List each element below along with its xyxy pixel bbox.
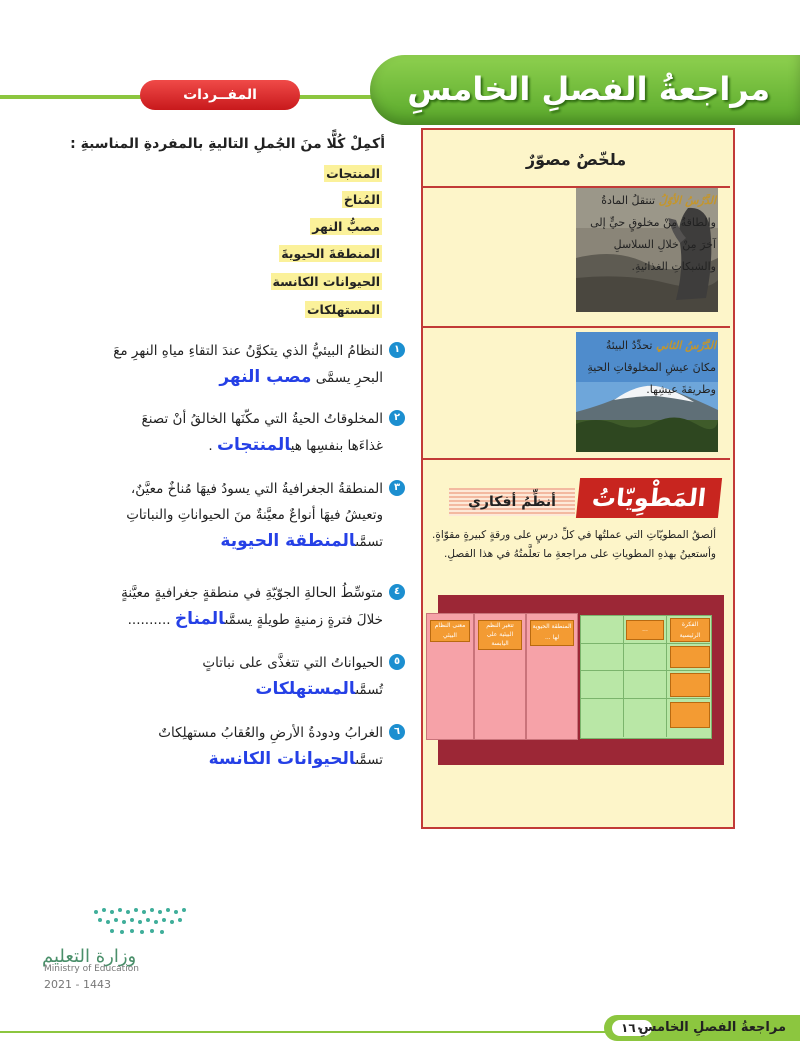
question-text: غذاءَها بنفسِها هي <box>290 438 383 454</box>
foldable-card: الفكرة الرئيسية <box>670 618 710 642</box>
question-3 <box>28 476 401 555</box>
answer-text: المناخ <box>174 609 225 629</box>
question-text: تسمَّى <box>355 752 383 768</box>
foldable-card: ... <box>626 620 664 640</box>
ministry-name-en: Ministry of Education <box>44 964 139 974</box>
foldable-card: تتغير النظم البيئية على اليابسة <box>478 620 522 650</box>
question-number: ١ <box>389 342 405 358</box>
summary-title: ملخّصٌ مصوّرٌ <box>525 150 627 169</box>
foldable-card <box>670 646 710 668</box>
question-number: ٣ <box>389 480 405 496</box>
question-suffix: . <box>208 438 217 454</box>
answer-text: مصب النهر <box>219 367 312 387</box>
lesson-text: تحدِّدُ البيئةُ <box>605 339 653 352</box>
question-text: الحيواناتُ التي تتغذَّى على نباتاتٍ <box>202 655 383 671</box>
foldables-subtitle: أنظِّمُ أفكاري <box>449 488 575 516</box>
edition-year: 2021 - 1443 <box>44 978 111 991</box>
foldable-fold-line <box>666 615 667 737</box>
vocab-instruction: أكمِلْ كُلًّا منَ الجُملِ التاليةِ بالمفردةِ المناسبةِ : <box>70 136 385 152</box>
vocab-label: المفــردات <box>140 80 300 110</box>
question-6 <box>28 720 401 773</box>
foldable-fold-line <box>580 698 710 699</box>
vocab-word: مصبُّ النهر <box>312 219 380 234</box>
lesson-text: تنتقلُ المادةُ <box>601 194 656 207</box>
vocab-word: المنطقةَ الحيويةَ <box>281 246 380 261</box>
footer-chapter: مراجعةُ الفصلِ الخامسِ <box>638 1020 786 1035</box>
ministry-name-ar: وزارة التعليم <box>42 946 137 967</box>
question-number: ٤ <box>389 584 405 600</box>
answer-text: المنتجات <box>216 435 291 455</box>
answer-text: المنطقة الحيوية <box>220 531 356 551</box>
foldable-fold-line <box>580 670 710 671</box>
question-text: المخلوقاتُ الحيةُ التي مكّنَها الخالقُ أنْ تصنعَ <box>141 411 383 427</box>
foldables-line: وأستعينُ بهذهِ المطوياتِ على مراجعةِ ما تعلَّمتُهُ في هذا الفصلِ. <box>444 548 716 560</box>
lesson-text: آخرَ مِنْ خلالِ السلاسلِ <box>613 238 716 251</box>
question-text: تسمَّى <box>355 534 383 550</box>
question-number: ٦ <box>389 724 405 740</box>
question-text: المنطقةُ الجغرافيةُ التي يسودُ فيهَا مُناخٌ معيَّنٌ، <box>130 481 383 497</box>
foldable-fold-line <box>623 615 624 737</box>
question-text: النظامُ البيئيُّ الذي يتكوَّنُ عندَ التقاءِ مياهِ النهرِ معَ <box>113 343 383 359</box>
lesson-text: مكانَ عيشِ المخلوقاتِ الحيةِ <box>587 361 716 374</box>
moe-logo-icon <box>92 906 188 940</box>
question-number: ٥ <box>389 654 405 670</box>
lesson1-summary <box>590 190 716 278</box>
lesson-text: وطريقةَ عيشِها. <box>646 383 716 396</box>
lesson2-summary <box>587 335 716 401</box>
foldable-fold-line <box>580 643 710 644</box>
foldables-title: المَطْوِيّاتُ <box>576 478 722 518</box>
lesson-text: والطاقةُ مِنْ مخلوقٍ حيٍّ إلى <box>590 216 716 229</box>
foldable-card: المنطقة الحيوية لها ... <box>530 620 574 646</box>
lesson-text: والشبكاتِ الغذائيةِ. <box>631 260 716 273</box>
answer-text: الحيوانات الكانسة <box>208 749 356 769</box>
question-2 <box>28 406 401 459</box>
question-text: الغرابُ ودودةُ الأرضِ والعُقابُ مستهلِكاتٌ <box>158 725 383 741</box>
lesson-label: الدَّرْسُ الأوّلُ <box>658 194 716 207</box>
vocab-word: المستهلكات <box>306 302 380 317</box>
summary-divider <box>422 326 730 328</box>
vocab-word: المُناخ <box>343 192 380 207</box>
foldable-card <box>670 702 710 728</box>
foldables-instructions <box>416 526 716 564</box>
question-text: تُسمَّى <box>355 682 383 698</box>
vocab-word: المنتجات <box>326 166 380 181</box>
foldable-card <box>670 673 710 697</box>
question-text: متوسِّطُ الحالةِ الجوّيّةِ في منطقةٍ جغرافيةٍ معيَّنةٍ <box>121 585 383 601</box>
question-text: البحرِ يسمَّى <box>315 370 383 386</box>
answer-text: المستهلكات <box>255 679 356 699</box>
question-5 <box>28 650 401 703</box>
question-text: وتعيشُ فيهَا أنواعٌ معيَّنةٌ منَ الحيواناتِ والنباتاتِ <box>126 507 383 523</box>
vocab-word: الحيوانات الكانسة <box>272 274 380 289</box>
footer-rule <box>0 1031 640 1033</box>
page-number: ١٦٠ <box>612 1020 652 1036</box>
foldables-line: ألصقُ المطويّاتِ التي عملتُها في كلِّ درسٍ على ورقةٍ كبيرةٍ مقوّاةٍ. <box>432 529 716 541</box>
question-1 <box>28 338 401 391</box>
summary-divider <box>422 458 730 460</box>
question-suffix: .......... <box>127 612 175 628</box>
foldable-card: معنى النظام البيئي <box>430 620 470 642</box>
page-title: مراجعةُ الفصلِ الخامسِ <box>407 70 770 108</box>
question-4 <box>28 580 401 633</box>
question-text: خلالَ فترةٍ زمنيةٍ طويلةٍ يسمَّى <box>224 612 383 628</box>
question-number: ٢ <box>389 410 405 426</box>
lesson-label: الدَّرْسُ الثاني <box>655 339 716 352</box>
